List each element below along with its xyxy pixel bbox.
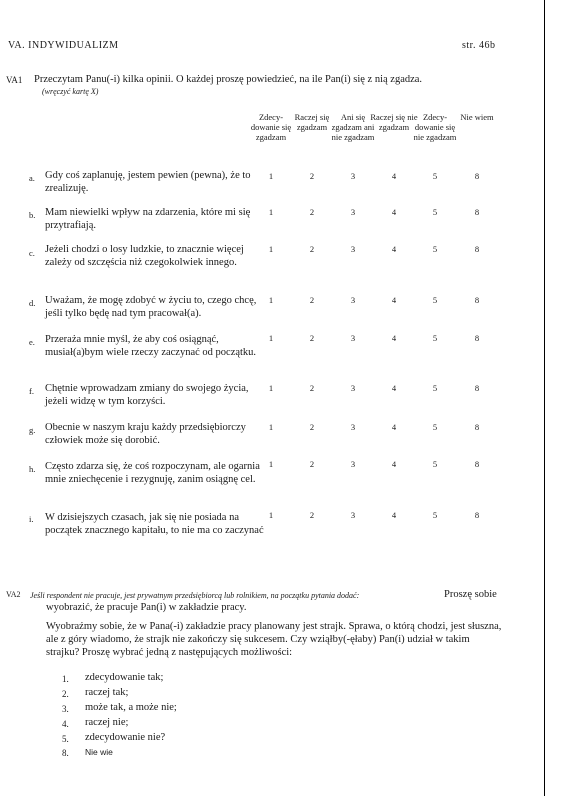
option-label[interactable]: raczej tak; [85, 687, 129, 698]
answer-code[interactable]: 8 [474, 295, 480, 305]
answer-code[interactable]: 2 [309, 171, 315, 181]
answer-code[interactable]: 8 [474, 383, 480, 393]
option-number: 8. [62, 748, 69, 758]
option-number: 4. [62, 719, 69, 729]
answer-code[interactable]: 5 [432, 459, 438, 469]
item-statement: W dzisiejszych czasach, jak się nie posiada na początek znacznego kapitału, to nie ma co zaczynać [45, 512, 264, 536]
answer-code[interactable]: 8 [474, 171, 480, 181]
answer-code[interactable]: 1 [268, 295, 274, 305]
answer-code[interactable]: 8 [474, 244, 480, 254]
option-label[interactable]: zdecydowanie nie? [85, 732, 166, 743]
option-number: 1. [62, 674, 69, 684]
option-label[interactable]: raczej nie; [85, 717, 129, 728]
column-header-4: Raczej się nie zgadzam [370, 112, 418, 132]
item-statement: Często zdarza się, że coś rozpoczynam, ale ogarnia mnie zniechęcenie i rezygnuję, zanim osiągnę cel. [45, 461, 260, 485]
answer-code[interactable]: 3 [350, 244, 356, 254]
answer-code[interactable]: 5 [432, 422, 438, 432]
question-lead-va2 [46, 601, 246, 614]
item-letter: g. [29, 425, 36, 435]
item-letter: h. [29, 464, 36, 474]
answer-code[interactable]: 2 [309, 244, 315, 254]
answer-code[interactable]: 5 [432, 244, 438, 254]
lead-part: Proszę sobie [444, 589, 497, 600]
option-label[interactable]: zdecydowanie tak; [85, 672, 164, 683]
page-number: str. 46b [462, 40, 496, 51]
answer-code[interactable]: 4 [391, 244, 397, 254]
column-header-6: Nie wiem [460, 112, 494, 122]
answer-code[interactable]: 8 [474, 207, 480, 217]
answer-code[interactable]: 8 [474, 422, 480, 432]
answer-code[interactable]: 1 [268, 422, 274, 432]
answer-code[interactable]: 3 [350, 295, 356, 305]
item-letter: e. [29, 337, 35, 347]
answer-code[interactable]: 4 [391, 422, 397, 432]
answer-code[interactable]: 4 [391, 295, 397, 305]
answer-code[interactable]: 8 [474, 510, 480, 520]
answer-code[interactable]: 1 [268, 244, 274, 254]
answer-code[interactable]: 3 [350, 207, 356, 217]
answer-code[interactable]: 1 [268, 383, 274, 393]
item-statement: Przeraża mnie myśl, że aby coś osiągnąć, musiał(a)bym wiele rzeczy zaczynać od początku. [45, 334, 257, 358]
answer-code[interactable]: 4 [391, 207, 397, 217]
answer-code[interactable]: 8 [474, 459, 480, 469]
column-header-2: Raczej się zgadzam [294, 112, 330, 132]
answer-code[interactable]: 2 [309, 383, 315, 393]
question-instruction-va1: (wręczyć kartę X) [42, 87, 99, 96]
question-number-va1: VA1 [6, 75, 23, 85]
answer-code[interactable]: 4 [391, 459, 397, 469]
option-label[interactable]: może tak, a może nie; [85, 702, 177, 713]
column-header-5: Zdecy-dowanie się nie zgadzam [413, 112, 457, 142]
lead-part: wyobrazić, że pracuje Pan(i) w zakładzie pracy. [46, 602, 247, 613]
question-instruction-va2: Jeśli respondent nie pracuje, jest prywatnym przedsiębiorcą lub rolnikiem, na początku pytania dodać: [30, 591, 360, 600]
answer-code[interactable]: 4 [391, 171, 397, 181]
answer-code[interactable]: 4 [391, 383, 397, 393]
answer-code[interactable]: 2 [309, 333, 315, 343]
answer-code[interactable]: 1 [268, 171, 274, 181]
answer-code[interactable]: 3 [350, 459, 356, 469]
answer-code[interactable]: 5 [432, 383, 438, 393]
option-number: 2. [62, 689, 69, 699]
item-statement: Gdy coś zaplanuję, jestem pewien (pewna), że to zrealizuję. [45, 170, 251, 194]
item-letter: c. [29, 248, 35, 258]
answer-code[interactable]: 2 [309, 295, 315, 305]
question-body-va2: Wyobraźmy sobie, że w Pana(-i) zakładzie pracy planowany jest strajk. Sprawa, o którą chodzi, jest słuszna, ale z góry wiadomo, że strajk nie zakończy się sukcesem. Czy wziąłby(-ęłaby) Pan(i) udział w takim strajku? Proszę wybrać jedną z następujących możliwości: [46, 621, 502, 658]
column-header-3: Ani się zgadzam ani nie zgadzam [331, 112, 375, 142]
answer-code[interactable]: 5 [432, 171, 438, 181]
item-statement: Jeżeli chodzi o losy ludzkie, to znacznie więcej zależy od szczęścia niż czegokolwiek innego. [45, 244, 244, 268]
question-text-va1: Przeczytam Panu(-i) kilka opinii. O każdej proszę powiedzieć, na ile Pan(i) się z nią zgadza. [34, 74, 423, 85]
item-statement: Mam niewielki wpływ na zdarzenia, które mi się przytrafiają. [45, 207, 251, 231]
option-number: 5. [62, 734, 69, 744]
column-header-1: Zdecy-dowanie się zgadzam [250, 112, 292, 142]
answer-code[interactable]: 2 [309, 207, 315, 217]
answer-code[interactable]: 5 [432, 207, 438, 217]
question-number-va2: VA2 [6, 590, 21, 599]
answer-code[interactable]: 3 [350, 171, 356, 181]
answer-code[interactable]: 1 [268, 459, 274, 469]
item-statement: Uważam, że mogę zdobyć w życiu to, czego chcę, jeśli tylko będę nad tym pracował(a). [45, 295, 257, 319]
item-statement: Obecnie w naszym kraju każdy przedsiębiorczy człowiek może się dorobić. [45, 422, 246, 446]
answer-code[interactable]: 4 [391, 333, 397, 343]
answer-code[interactable]: 1 [268, 510, 274, 520]
answer-code[interactable]: 3 [350, 422, 356, 432]
item-letter: a. [29, 173, 35, 183]
answer-code[interactable]: 5 [432, 295, 438, 305]
section-title: VA. INDYWIDUALIZM [8, 40, 119, 51]
item-letter: b. [29, 210, 36, 220]
answer-code[interactable]: 2 [309, 459, 315, 469]
answer-code[interactable]: 1 [268, 207, 274, 217]
answer-code[interactable]: 1 [268, 333, 274, 343]
item-letter: f. [29, 386, 34, 396]
answer-code[interactable]: 3 [350, 333, 356, 343]
answer-code[interactable]: 8 [474, 333, 480, 343]
answer-code[interactable]: 3 [350, 383, 356, 393]
answer-code[interactable]: 5 [432, 510, 438, 520]
item-letter: i. [29, 514, 34, 524]
option-number: 3. [62, 704, 69, 714]
answer-code[interactable]: 2 [309, 422, 315, 432]
item-statement: Chętnie wprowadzam zmiany do swojego życia, jeżeli widzę w tym korzyści. [45, 383, 249, 407]
answer-code[interactable]: 3 [350, 510, 356, 520]
item-letter: d. [29, 298, 36, 308]
answer-code[interactable]: 2 [309, 510, 315, 520]
option-label[interactable]: Nie wie [85, 747, 113, 757]
answer-code[interactable]: 4 [391, 510, 397, 520]
answer-code[interactable]: 5 [432, 333, 438, 343]
question-lead-va2-first [444, 588, 534, 601]
